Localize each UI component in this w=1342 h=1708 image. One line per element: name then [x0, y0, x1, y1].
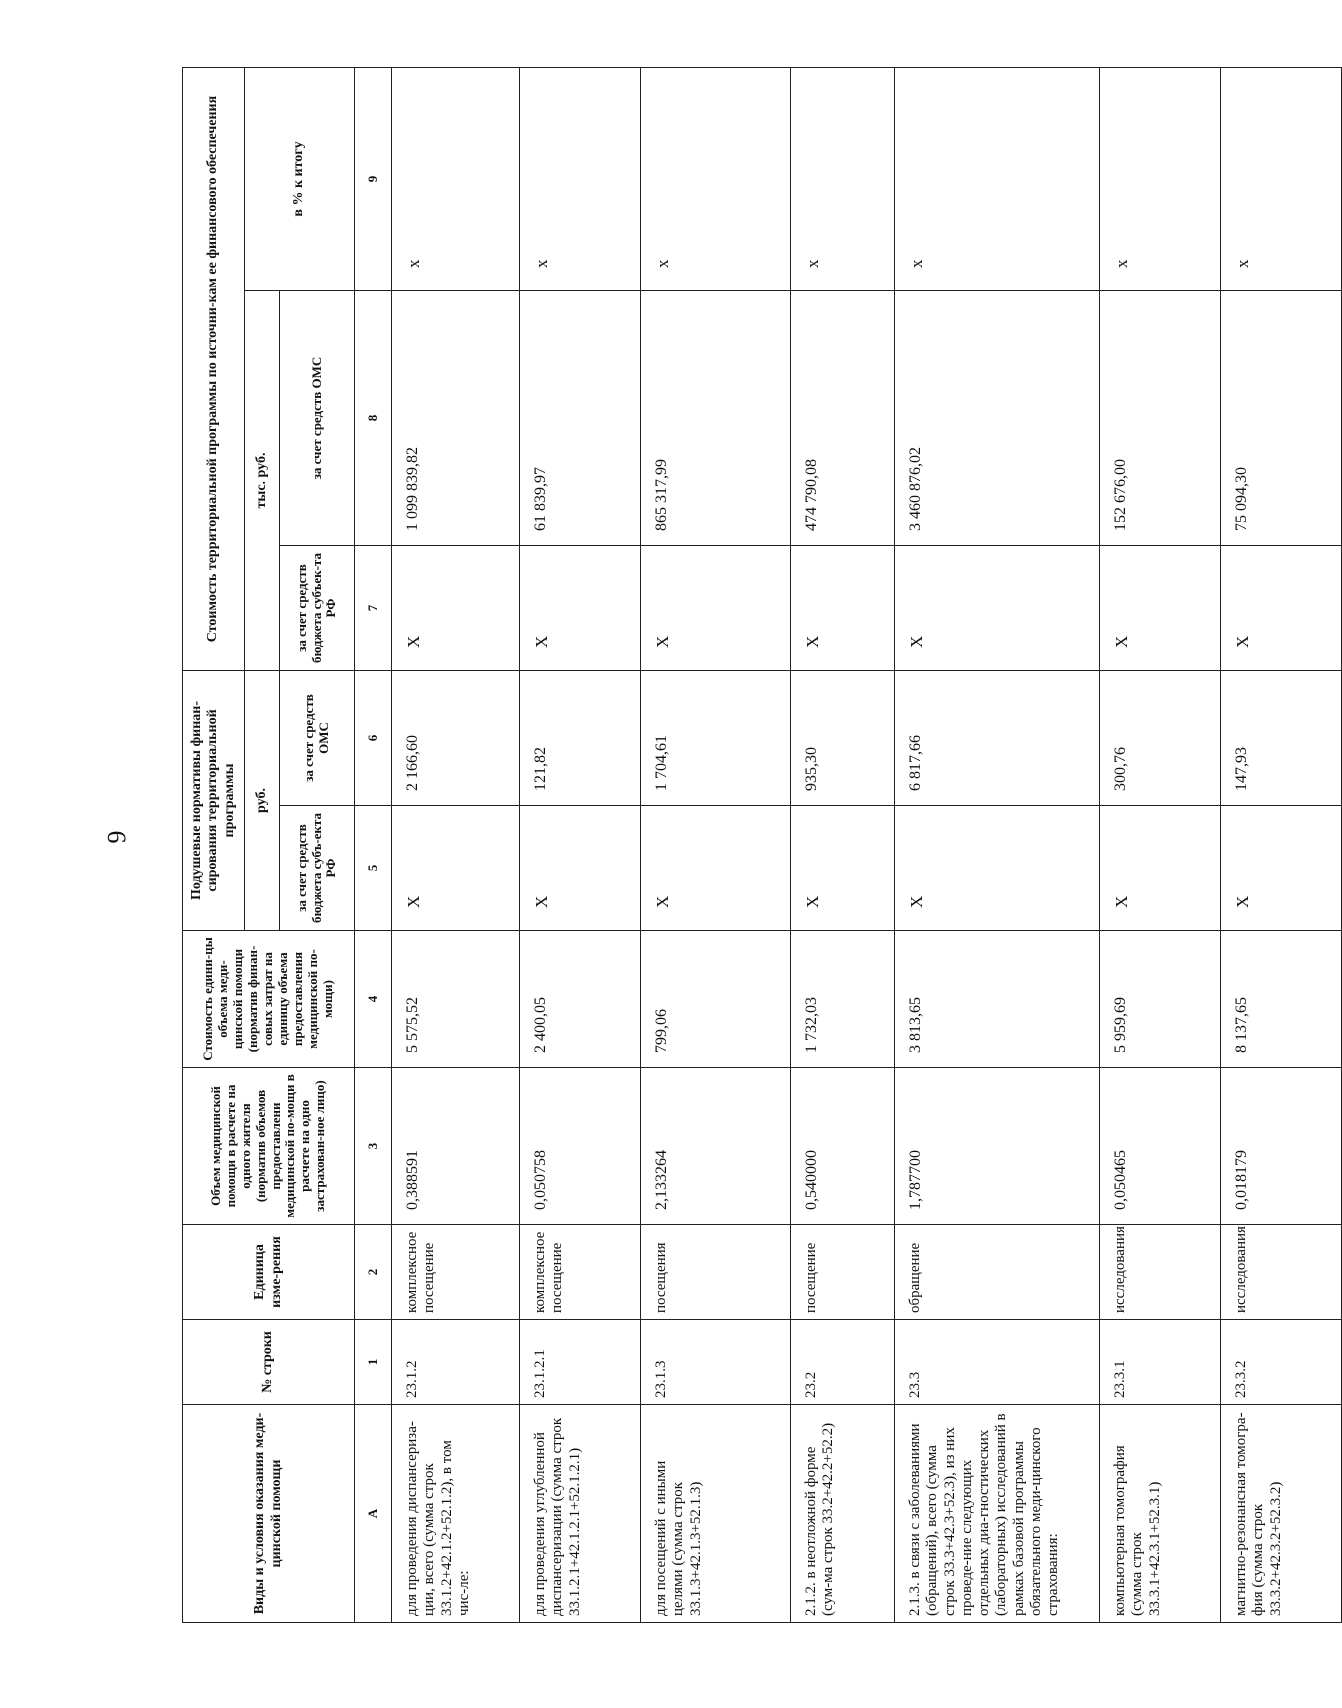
index-cell: 1	[355, 1320, 392, 1405]
row-line-number: 23.1.3	[641, 1320, 791, 1405]
table-row	[1100, 67, 1221, 1622]
header-kind: Виды и условия оказания меди-цинской помощи	[183, 1405, 355, 1623]
row-norm-oms: 300,76	[1100, 671, 1221, 806]
row-cost-oms: 1 099 839,82	[392, 291, 520, 546]
row-norm-oms: 935,30	[791, 671, 895, 806]
row-cost-oms: 474 790,08	[791, 291, 895, 546]
index-cell: 5	[355, 806, 392, 931]
row-percent: х	[1100, 67, 1221, 290]
header-norm-budget: за счет средств бюджета субъ-екта РФ	[280, 806, 355, 931]
row-unit-cost: 1 732,03	[791, 931, 895, 1068]
row-norm-oms: 121,82	[520, 671, 641, 806]
row-norm-budget: Х	[1221, 806, 1342, 931]
row-cost-budget: Х	[791, 546, 895, 671]
index-cell: 7	[355, 546, 392, 671]
row-volume: 1,787700	[895, 1068, 1100, 1225]
rotated-table-container	[182, 68, 1284, 1623]
row-unit: исследования	[1100, 1225, 1221, 1320]
row-norm-budget: Х	[895, 806, 1100, 931]
row-volume: 0,050465	[1100, 1068, 1221, 1225]
row-cost-oms: 3 460 876,02	[895, 291, 1100, 546]
row-line-number: 23.3	[895, 1320, 1100, 1405]
row-label: компьютерная томография (сумма строк 33.3.1+42.3.1+52.3.1)	[1100, 1405, 1221, 1623]
row-volume: 0,388591	[392, 1068, 520, 1225]
row-unit: посещения	[641, 1225, 791, 1320]
row-norm-budget: Х	[641, 806, 791, 931]
row-unit-cost: 2 400,05	[520, 931, 641, 1068]
row-volume: 0,540000	[791, 1068, 895, 1225]
header-norm-oms: за счет средств ОМС	[280, 671, 355, 806]
row-label: магнитно-резонансная томогра-фия (сумма строк 33.3.2+42.3.2+52.3.2)	[1221, 1405, 1342, 1623]
row-percent: х	[520, 67, 641, 290]
page-number: 6	[102, 830, 131, 844]
row-percent: х	[392, 67, 520, 290]
row-volume: 0,050758	[520, 1068, 641, 1225]
row-unit: комплексное посещение	[392, 1225, 520, 1320]
header-norm-group: Подушевые нормативы финан-сирования территориальной программы	[183, 671, 245, 931]
row-norm-budget: Х	[1100, 806, 1221, 931]
table-row	[520, 67, 641, 1622]
row-percent: х	[641, 67, 791, 290]
row-unit: комплексное посещение	[520, 1225, 641, 1320]
row-line-number: 23.2	[791, 1320, 895, 1405]
row-cost-oms: 865 317,99	[641, 291, 791, 546]
table-row	[895, 67, 1100, 1622]
row-volume: 2,133264	[641, 1068, 791, 1225]
header-cost-group: Стоимость территориальной программы по источни-кам ее финансового обеспечения	[183, 67, 245, 670]
row-norm-budget: Х	[392, 806, 520, 931]
row-volume: 0,018179	[1221, 1068, 1342, 1225]
row-percent: х	[895, 67, 1100, 290]
table-row	[791, 67, 895, 1622]
table-row	[641, 67, 791, 1622]
index-cell: 8	[355, 291, 392, 546]
index-cell: 3	[355, 1068, 392, 1225]
row-line-number: 23.1.2	[392, 1320, 520, 1405]
row-cost-budget: Х	[392, 546, 520, 671]
header-cost-unit: тыс. руб.	[245, 291, 280, 671]
row-unit: посещение	[791, 1225, 895, 1320]
row-norm-oms: 147,93	[1221, 671, 1342, 806]
row-percent: х	[1221, 67, 1342, 290]
row-cost-budget: Х	[641, 546, 791, 671]
row-label: для посещений с иными целями (сумма строк 33.1.3+42.1.3+52.1.3)	[641, 1405, 791, 1623]
financing-table	[182, 67, 1342, 1623]
row-label: 2.1.3. в связи с заболеваниями (обращений), всего (сумма строк 33.3+42.3+52.3), из них проведе-ние следующих отдельных диа-гностических (лабораторных) исследований в рамках базовой программы обязательного меди-цинского страхования:	[895, 1405, 1100, 1623]
table-row	[1221, 67, 1342, 1622]
row-cost-oms: 61 839,97	[520, 291, 641, 546]
row-norm-oms: 2 166,60	[392, 671, 520, 806]
header-line-no: № строки	[183, 1320, 355, 1405]
row-cost-budget: Х	[895, 546, 1100, 671]
column-index-row	[355, 67, 392, 1622]
row-label: для проведения диспансериза-ции, всего (сумма строк 33.1.2+42.1.2+52.1.2), в том чис-ле:	[392, 1405, 520, 1623]
row-line-number: 23.3.1	[1100, 1320, 1221, 1405]
header-volume: Объем медицинской помощи в расчете на одного жителя (норматив объемов предоставлени медицинской по-мощи в расчете на одно застрахован-ное лицо)	[183, 1068, 355, 1225]
index-cell: 6	[355, 671, 392, 806]
index-cell: 4	[355, 931, 392, 1068]
row-cost-budget: Х	[520, 546, 641, 671]
row-unit: исследования	[1221, 1225, 1342, 1320]
row-unit-cost: 5 959,69	[1100, 931, 1221, 1068]
row-cost-budget: Х	[1100, 546, 1221, 671]
index-cell: 2	[355, 1225, 392, 1320]
table-row	[392, 67, 520, 1622]
index-cell: А	[355, 1405, 392, 1623]
row-cost-budget: Х	[1221, 546, 1342, 671]
row-cost-oms: 75 094,30	[1221, 291, 1342, 546]
row-norm-budget: Х	[520, 806, 641, 931]
header-norm-unit: руб.	[245, 671, 280, 931]
header-percent: в % к итогу	[245, 67, 355, 290]
row-unit-cost: 799,06	[641, 931, 791, 1068]
row-label: 2.1.2. в неотложной форме (сум-ма строк 33.2+42.2+52.2)	[791, 1405, 895, 1623]
row-cost-oms: 152 676,00	[1100, 291, 1221, 546]
row-unit-cost: 3 813,65	[895, 931, 1100, 1068]
header-unit-cost: Стоимость едини-цы объема меди-цинской помощи (норматив финан-совых затрат на единицу объема предоставления медицинской по-мощи)	[183, 931, 355, 1068]
row-norm-budget: Х	[791, 806, 895, 931]
row-norm-oms: 6 817,66	[895, 671, 1100, 806]
row-norm-oms: 1 704,61	[641, 671, 791, 806]
row-line-number: 23.1.2.1	[520, 1320, 641, 1405]
index-cell: 9	[355, 67, 392, 290]
header-cost-budget: за счет средств бюджета субъек-та РФ	[280, 546, 355, 671]
row-unit-cost: 8 137,65	[1221, 931, 1342, 1068]
row-unit-cost: 5 575,52	[392, 931, 520, 1068]
row-label: для проведения углубленной диспансеризации (сумма строк 33.1.2.1+42.1.2.1+52.1.2.1)	[520, 1405, 641, 1623]
header-cost-oms: за счет средств ОМС	[280, 291, 355, 546]
header-unit: Единица изме-рения	[183, 1225, 355, 1320]
row-line-number: 23.3.2	[1221, 1320, 1342, 1405]
row-unit: обращение	[895, 1225, 1100, 1320]
row-percent: х	[791, 67, 895, 290]
